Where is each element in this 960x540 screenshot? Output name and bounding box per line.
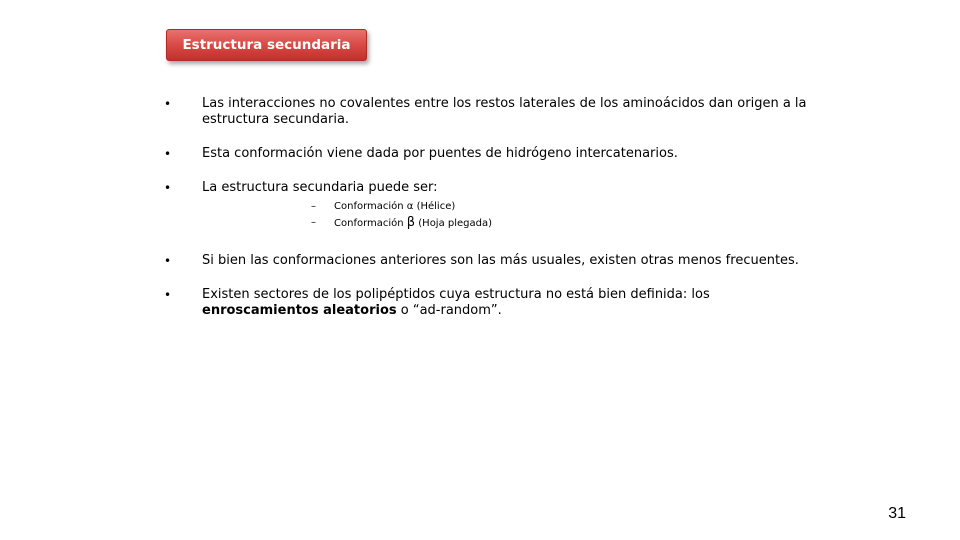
bullet-item-1 bbox=[158, 96, 808, 128]
bullet-text-end: o “ad-random”. bbox=[396, 303, 502, 318]
sub-dash: – bbox=[311, 217, 316, 228]
bold-term: enroscamientos aleatorios bbox=[202, 303, 397, 318]
bullet-dot: • bbox=[164, 97, 172, 111]
greek-letter: α bbox=[406, 201, 414, 212]
sub-prefix: Conformación bbox=[334, 218, 407, 229]
bullet-text: Existen sectores de los polipéptidos cuya estructura no está bien definida: los bbox=[202, 287, 710, 302]
bullet-list bbox=[158, 96, 808, 319]
slide-number: 31 bbox=[888, 505, 906, 522]
bullet-dot: • bbox=[164, 288, 172, 302]
bullet-text: Esta conformación viene dada por puentes de hidrógeno intercatenarios. bbox=[202, 146, 678, 161]
bullet-text: Si bien las conformaciones anteriores son las más usuales, existen otras menos frecuentes. bbox=[202, 253, 799, 268]
bullet-item-3 bbox=[158, 180, 808, 196]
sub-item-alpha bbox=[158, 199, 808, 215]
bullet-dot: • bbox=[164, 181, 172, 195]
sub-dash: – bbox=[311, 201, 316, 212]
slide-title: Estructura secundaria bbox=[166, 29, 367, 61]
sub-list bbox=[158, 199, 808, 232]
bullet-item-5 bbox=[158, 287, 808, 319]
sub-suffix: (Hélice) bbox=[413, 201, 456, 212]
bullet-text: La estructura secundaria puede ser: bbox=[202, 180, 438, 195]
sub-prefix: Conformación bbox=[334, 201, 407, 212]
sub-item-beta bbox=[158, 215, 808, 232]
bullet-dot: • bbox=[164, 147, 172, 161]
bullet-dot: • bbox=[164, 254, 172, 268]
sub-suffix: (Hoja plegada) bbox=[415, 218, 493, 229]
bullet-item-4 bbox=[158, 253, 808, 269]
greek-letter: β bbox=[406, 215, 416, 230]
bullet-item-2 bbox=[158, 146, 808, 162]
bullet-text: Las interacciones no covalentes entre los restos laterales de los aminoácidos dan origen a la estructura secundaria. bbox=[202, 96, 807, 127]
